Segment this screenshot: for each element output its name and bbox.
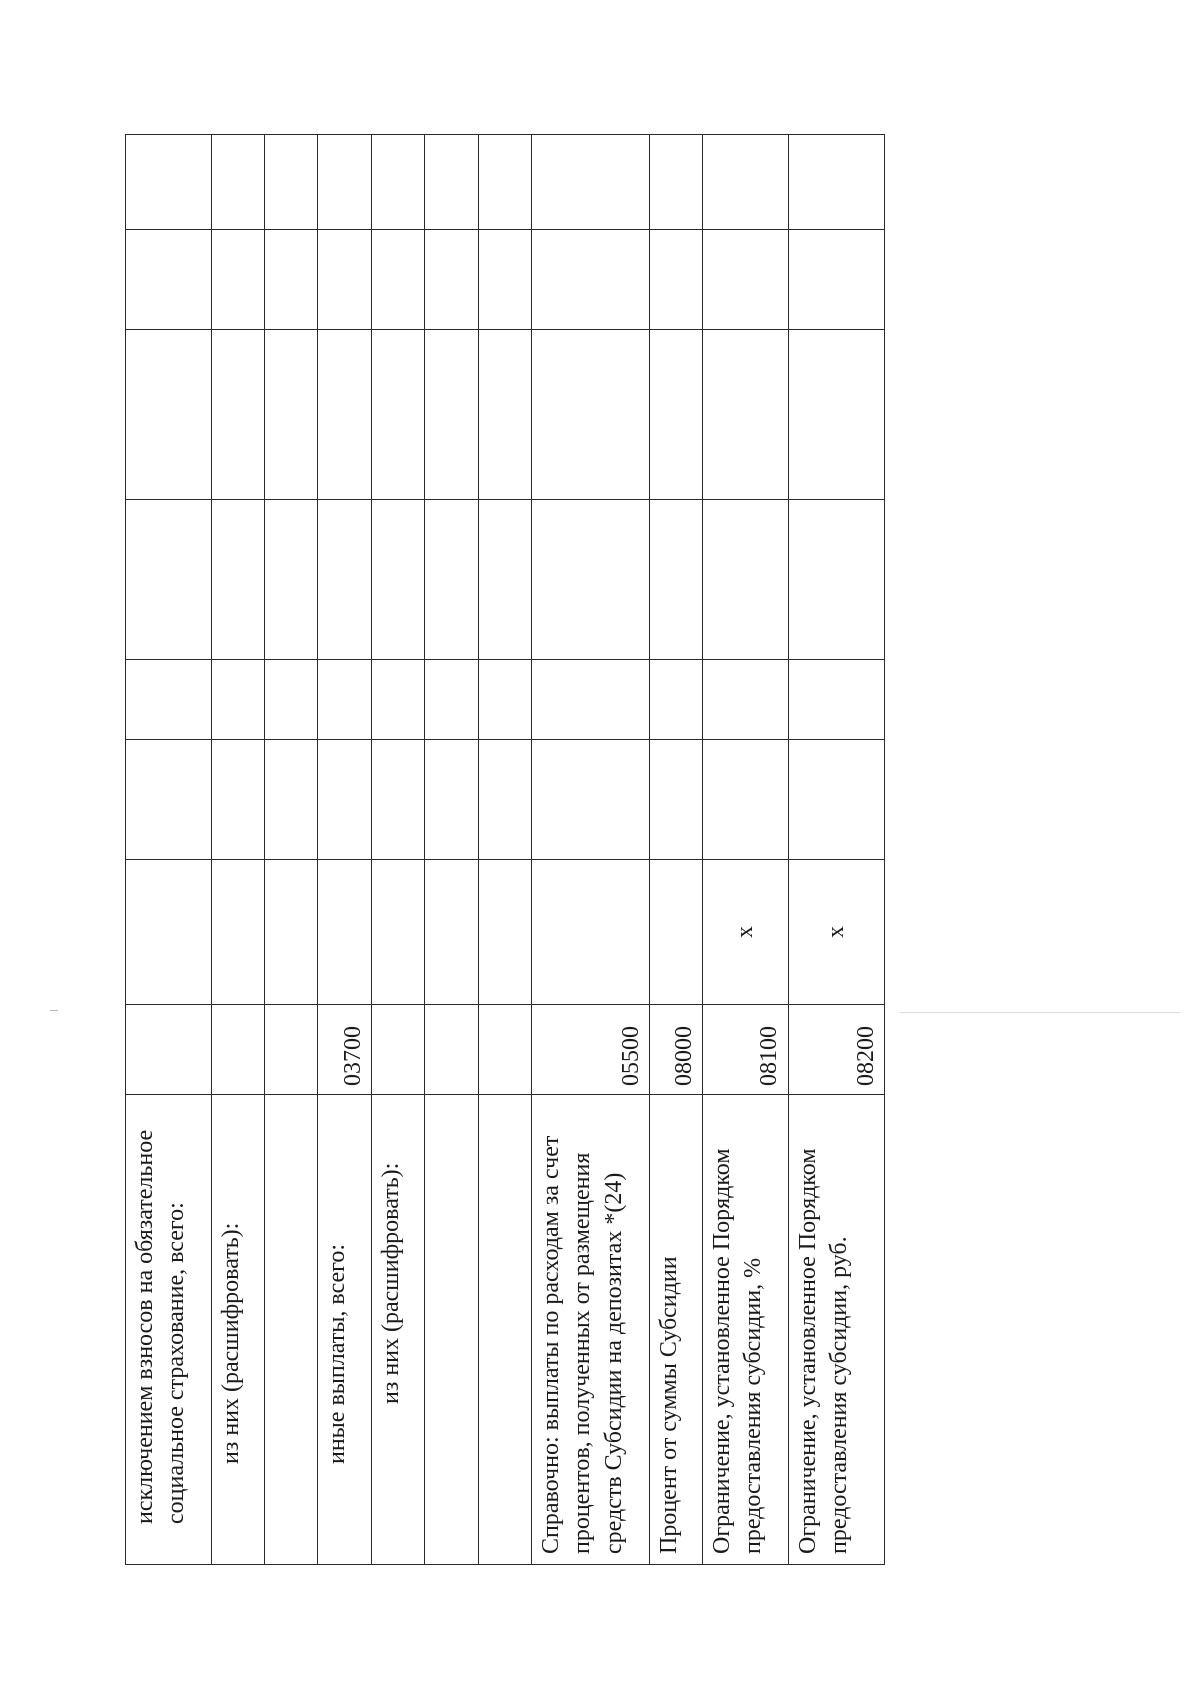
table-cell (649, 660, 702, 740)
table-cell (478, 740, 531, 860)
table-cell (788, 660, 884, 740)
table-cell (264, 330, 317, 500)
table-cell (264, 740, 317, 860)
table-cell (532, 740, 650, 860)
table-cell (478, 660, 531, 740)
table-cell (371, 500, 424, 660)
table-cell (371, 740, 424, 860)
table-row (478, 135, 531, 1565)
table-cell (425, 740, 478, 860)
table-cell (318, 330, 371, 500)
table-row (788, 135, 884, 1565)
table-cell (318, 860, 371, 1005)
row-label: иные выплаты, всего: (318, 1095, 371, 1565)
table-cell (425, 135, 478, 230)
table-cell (126, 740, 212, 860)
table-cell (478, 230, 531, 330)
table-row (425, 135, 478, 1565)
table-cell (478, 860, 531, 1005)
table-cell (211, 330, 264, 500)
table-cell (703, 135, 789, 230)
table-cell (318, 230, 371, 330)
table-cell (649, 740, 702, 860)
table-row (211, 135, 264, 1565)
table-cell (126, 660, 212, 740)
table-cell (264, 660, 317, 740)
table-cell (264, 500, 317, 660)
table-cell (126, 330, 212, 500)
row-code (211, 1005, 264, 1095)
table-cell (649, 500, 702, 660)
row-code: 08000 (649, 1005, 702, 1095)
table-cell (532, 230, 650, 330)
table-cell (126, 500, 212, 660)
table-cell (425, 500, 478, 660)
row-label (425, 1095, 478, 1565)
table-cell (532, 330, 650, 500)
table-cell (264, 135, 317, 230)
row-code (371, 1005, 424, 1095)
table-row (703, 135, 789, 1565)
table-cell (425, 230, 478, 330)
table-cell (703, 500, 789, 660)
table-cell (649, 330, 702, 500)
table-cell (788, 740, 884, 860)
table-cell (126, 230, 212, 330)
row-code: 08100 (703, 1005, 789, 1095)
row-code (126, 1005, 212, 1095)
table-cell (478, 500, 531, 660)
table-row (264, 135, 317, 1565)
row-label: Справочно: выплаты по расходам за счет процентов, полученных от размещения средств Субсидии на депозитах *(24) (532, 1095, 650, 1565)
table-cell (371, 135, 424, 230)
row-code (264, 1005, 317, 1095)
table-row (532, 135, 650, 1565)
row-label: из них (расшифровать): (371, 1095, 424, 1565)
row-code: 05500 (532, 1005, 650, 1095)
table-cell (211, 660, 264, 740)
table-cell: x (788, 860, 884, 1005)
report-table (125, 134, 885, 1565)
table-cell (703, 330, 789, 500)
table-cell (788, 230, 884, 330)
table-cell (478, 135, 531, 230)
row-code: 03700 (318, 1005, 371, 1095)
row-label: исключением взносов на обязательное социальное страхование, всего: (126, 1095, 212, 1565)
table-cell (649, 860, 702, 1005)
table-cell (318, 740, 371, 860)
row-label (264, 1095, 317, 1565)
row-label (478, 1095, 531, 1565)
table-cell (532, 135, 650, 230)
table-cell (318, 660, 371, 740)
table-cell (371, 230, 424, 330)
table-cell (425, 860, 478, 1005)
row-code (425, 1005, 478, 1095)
table-cell (211, 860, 264, 1005)
scan-speck (50, 1010, 58, 1011)
row-label: Ограничение, установленное Порядком предоставления субсидии, % (703, 1095, 789, 1565)
table-cell (703, 660, 789, 740)
table-cell (788, 500, 884, 660)
table-row (126, 135, 212, 1565)
table-cell (703, 230, 789, 330)
table-cell (425, 660, 478, 740)
table-cell (371, 330, 424, 500)
table-cell (126, 135, 212, 230)
table-cell (532, 660, 650, 740)
table-cell (425, 330, 478, 500)
scan-line (900, 1012, 1180, 1013)
table-cell (264, 860, 317, 1005)
table-cell (126, 860, 212, 1005)
row-code: 08200 (788, 1005, 884, 1095)
table-cell (649, 230, 702, 330)
table-cell (788, 330, 884, 500)
table-cell (211, 135, 264, 230)
row-label: Ограничение, установленное Порядком предоставления субсидии, руб. (788, 1095, 884, 1565)
table-cell (371, 860, 424, 1005)
table-cell (532, 500, 650, 660)
table-cell (478, 330, 531, 500)
table-cell (532, 860, 650, 1005)
table-cell (788, 135, 884, 230)
table-row (318, 135, 371, 1565)
row-code (478, 1005, 531, 1095)
table-cell: x (703, 860, 789, 1005)
row-label: из них (расшифровать): (211, 1095, 264, 1565)
table-cell (371, 660, 424, 740)
table-cell (211, 230, 264, 330)
table-cell (703, 740, 789, 860)
row-label: Процент от суммы Субсидии (649, 1095, 702, 1565)
table-row (649, 135, 702, 1565)
table-cell (211, 740, 264, 860)
table-cell (318, 135, 371, 230)
table-cell (211, 500, 264, 660)
table-cell (264, 230, 317, 330)
table-cell (318, 500, 371, 660)
table-cell (649, 135, 702, 230)
table-row (371, 135, 424, 1565)
